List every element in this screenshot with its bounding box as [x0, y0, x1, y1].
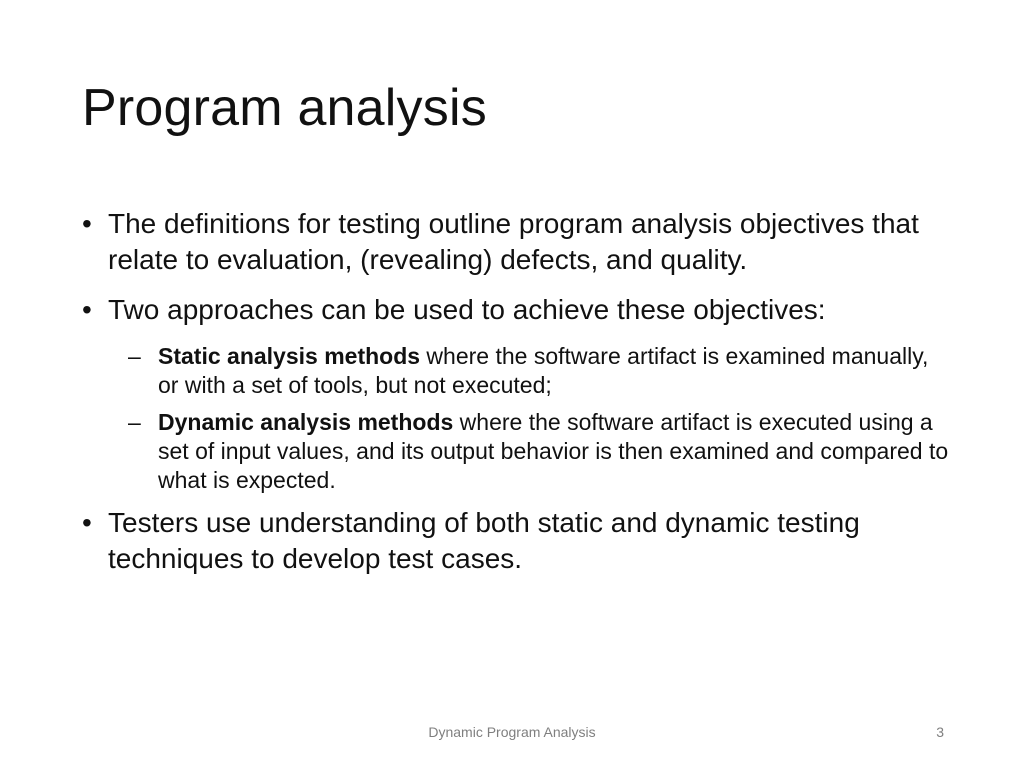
bullet-item: [82, 505, 952, 577]
footer-title: Dynamic Program Analysis: [428, 724, 596, 740]
sub-bullet-marker: –: [128, 343, 141, 369]
sub-bullet-term: Static analysis methods: [158, 343, 421, 369]
sub-bullet-text: where the software artifact is executed using a set of input values, and its output behavior is then examined and compared to what is expected.: [158, 409, 949, 493]
sub-bullet-text: where the software artifact is examined manually, or with a set of tools, but not executed;: [158, 343, 929, 398]
sub-bullet-item: [128, 408, 952, 495]
sub-bullet-list: [82, 342, 952, 495]
sub-bullet-marker: –: [128, 409, 141, 435]
bullet-text: Testers use understanding of both static and dynamic testing techniques to develop test cases.: [108, 507, 860, 574]
bullet-text: The definitions for testing outline program analysis objectives that relate to evaluation, (revealing) defects, and quality.: [108, 208, 919, 275]
slide-body: [82, 206, 952, 591]
bullet-item: [82, 206, 952, 278]
slide-title: Program analysis: [82, 79, 487, 137]
bullet-text: Two approaches can be used to achieve these objectives:: [108, 294, 826, 325]
sub-bullet-term: Dynamic analysis methods: [158, 409, 454, 435]
bullet-item: [82, 292, 952, 328]
bullet-marker: •: [82, 507, 92, 538]
sub-bullet-item: [128, 342, 952, 400]
page-number: 3: [936, 724, 944, 740]
bullet-marker: •: [82, 208, 92, 239]
bullet-marker: •: [82, 294, 92, 325]
